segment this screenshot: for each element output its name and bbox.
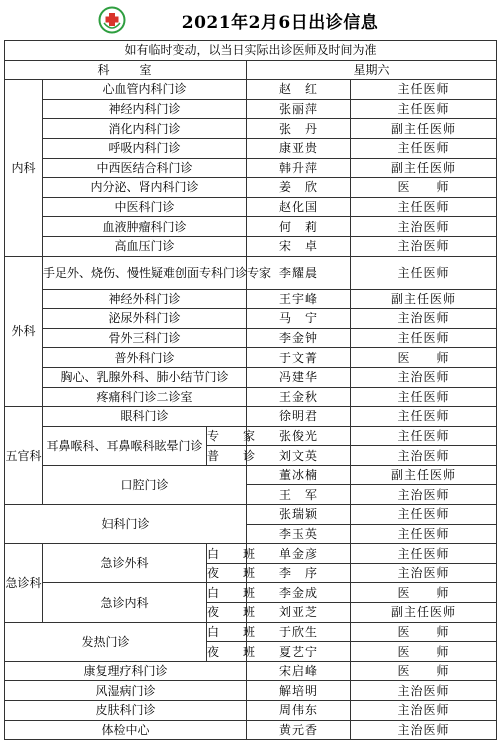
doctor-name: 何 莉 bbox=[247, 217, 351, 237]
clinic-name: 手足外、烧伤、慢性疑难创面专科门诊专家 bbox=[43, 256, 247, 289]
shift-label: 夜 班 bbox=[207, 563, 247, 583]
doctor-name: 张 丹 bbox=[247, 119, 351, 139]
doctor-title: 医 师 bbox=[351, 661, 497, 681]
doctor-name: 宋 卓 bbox=[247, 236, 351, 256]
clinic-name: 中西医结合科门诊 bbox=[43, 158, 247, 178]
clinic-name: 呼吸内科门诊 bbox=[43, 138, 247, 158]
table-row bbox=[5, 681, 497, 701]
doctor-name: 刘亚芝 bbox=[247, 603, 351, 623]
shift-label: 夜 班 bbox=[207, 642, 247, 662]
doctor-name: 周伟东 bbox=[247, 701, 351, 721]
doctor-title: 医 师 bbox=[351, 348, 497, 368]
doctor-title: 医 师 bbox=[351, 583, 497, 603]
doctor-title: 主治医师 bbox=[351, 367, 497, 387]
doctor-title: 主任医师 bbox=[351, 524, 497, 544]
clinic-name: 眼科门诊 bbox=[43, 407, 247, 427]
clinic-name: 风湿病门诊 bbox=[5, 681, 247, 701]
table-row bbox=[5, 236, 497, 256]
table-row bbox=[5, 387, 497, 407]
shift-label: 白 班 bbox=[207, 583, 247, 603]
page-title: 2021年2月6日出诊信息 bbox=[181, 13, 379, 33]
table-row bbox=[5, 138, 497, 158]
doctor-title: 主治医师 bbox=[351, 563, 497, 583]
clinic-name: 胸心、乳腺外科、肺小结节门诊 bbox=[43, 367, 247, 387]
table-row bbox=[5, 80, 497, 100]
doctor-title: 主任医师 bbox=[351, 426, 497, 446]
doctor-title: 主任医师 bbox=[351, 256, 497, 289]
doctor-name: 李金钟 bbox=[247, 328, 351, 348]
doctor-name: 徐明君 bbox=[247, 407, 351, 427]
visit-type: 普 诊 bbox=[207, 446, 247, 466]
table-row bbox=[5, 158, 497, 178]
column-header-day: 星期六 bbox=[247, 60, 497, 80]
notice-text: 如有临时变动，以当日实际出诊医师及时间为准 bbox=[5, 41, 497, 61]
doctor-title: 医 师 bbox=[351, 642, 497, 662]
clinic-name: 妇科门诊 bbox=[5, 505, 247, 544]
doctor-title: 主任医师 bbox=[351, 99, 497, 119]
hospital-logo-icon bbox=[98, 6, 126, 34]
doctor-name: 马 宁 bbox=[247, 309, 351, 329]
doctor-name: 康亚贵 bbox=[247, 138, 351, 158]
doctor-title: 主治医师 bbox=[351, 217, 497, 237]
doctor-name: 李金成 bbox=[247, 583, 351, 603]
table-row bbox=[5, 256, 497, 289]
doctor-title: 主治医师 bbox=[351, 681, 497, 701]
doctor-title: 主任医师 bbox=[351, 197, 497, 217]
shift-label: 白 班 bbox=[207, 622, 247, 642]
table-row bbox=[5, 119, 497, 139]
group-label-internal: 内科 bbox=[5, 80, 43, 256]
doctor-name: 夏艺宁 bbox=[247, 642, 351, 662]
doctor-title: 副主任医师 bbox=[351, 603, 497, 623]
doctor-name: 韩升萍 bbox=[247, 158, 351, 178]
doctor-name: 张瑞颖 bbox=[247, 505, 351, 525]
shift-label: 夜 班 bbox=[207, 603, 247, 623]
schedule-table bbox=[4, 40, 497, 740]
column-header-department: 科 室 bbox=[5, 60, 247, 80]
doctor-name: 王 军 bbox=[247, 485, 351, 505]
group-label-emergency: 急诊科 bbox=[5, 544, 43, 622]
clinic-name: 体检中心 bbox=[5, 720, 247, 740]
doctor-title: 主治医师 bbox=[351, 446, 497, 466]
table-row bbox=[5, 661, 497, 681]
doctor-name: 单金彦 bbox=[247, 544, 351, 564]
table-row bbox=[5, 720, 497, 740]
doctor-title: 主治医师 bbox=[351, 720, 497, 740]
clinic-name: 普外科门诊 bbox=[43, 348, 247, 368]
group-label-fever: 发热门诊 bbox=[5, 622, 207, 661]
clinic-name: 急诊外科 bbox=[43, 544, 207, 583]
clinic-name: 中医科门诊 bbox=[43, 197, 247, 217]
shift-label: 白 班 bbox=[207, 544, 247, 564]
doctor-title: 主任医师 bbox=[351, 328, 497, 348]
table-row bbox=[5, 701, 497, 721]
table-row bbox=[5, 197, 497, 217]
doctor-title: 主任医师 bbox=[351, 138, 497, 158]
table-row bbox=[5, 465, 497, 485]
page-header bbox=[0, 0, 500, 40]
clinic-name: 急诊内科 bbox=[43, 583, 207, 622]
clinic-name: 康复理疗科门诊 bbox=[5, 661, 247, 681]
doctor-name: 赵 红 bbox=[247, 80, 351, 100]
table-row bbox=[5, 426, 497, 446]
doctor-name: 王金秋 bbox=[247, 387, 351, 407]
doctor-title: 主任医师 bbox=[351, 80, 497, 100]
doctor-name: 解培明 bbox=[247, 681, 351, 701]
clinic-name: 泌尿外科门诊 bbox=[43, 309, 247, 329]
notice-row bbox=[5, 41, 497, 61]
group-label-surgery: 外科 bbox=[5, 256, 43, 407]
table-row bbox=[5, 178, 497, 198]
doctor-title: 副主任医师 bbox=[351, 289, 497, 309]
table-row bbox=[5, 348, 497, 368]
clinic-name: 内分泌、肾内科门诊 bbox=[43, 178, 247, 198]
doctor-name: 王宇峰 bbox=[247, 289, 351, 309]
table-row bbox=[5, 505, 497, 525]
table-row bbox=[5, 407, 497, 427]
doctor-name: 于文菁 bbox=[247, 348, 351, 368]
clinic-name: 口腔门诊 bbox=[43, 465, 247, 504]
doctor-name: 姜 欣 bbox=[247, 178, 351, 198]
clinic-name: 神经内科门诊 bbox=[43, 99, 247, 119]
doctor-name: 冯建华 bbox=[247, 367, 351, 387]
clinic-name: 疼痛科门诊二诊室 bbox=[43, 387, 247, 407]
table-row bbox=[5, 367, 497, 387]
doctor-title: 主治医师 bbox=[351, 485, 497, 505]
doctor-title: 医 师 bbox=[351, 178, 497, 198]
doctor-name: 张俊光 bbox=[247, 426, 351, 446]
doctor-name: 李 序 bbox=[247, 563, 351, 583]
doctor-name: 李玉英 bbox=[247, 524, 351, 544]
table-row bbox=[5, 544, 497, 564]
doctor-name: 赵化国 bbox=[247, 197, 351, 217]
doctor-title: 主任医师 bbox=[351, 544, 497, 564]
doctor-title: 主治医师 bbox=[351, 309, 497, 329]
column-header-row bbox=[5, 60, 497, 80]
table-row bbox=[5, 309, 497, 329]
doctor-title: 主任医师 bbox=[351, 505, 497, 525]
clinic-name: 消化内科门诊 bbox=[43, 119, 247, 139]
group-label-ent: 五官科 bbox=[5, 407, 43, 505]
table-row bbox=[5, 622, 497, 642]
clinic-name: 血液肿瘤科门诊 bbox=[43, 217, 247, 237]
doctor-name: 于欣生 bbox=[247, 622, 351, 642]
doctor-name: 张丽萍 bbox=[247, 99, 351, 119]
table-row bbox=[5, 289, 497, 309]
table-row bbox=[5, 583, 497, 603]
doctor-title: 主治医师 bbox=[351, 236, 497, 256]
doctor-title: 主任医师 bbox=[351, 387, 497, 407]
table-row bbox=[5, 99, 497, 119]
clinic-name: 神经外科门诊 bbox=[43, 289, 247, 309]
doctor-name: 宋启峰 bbox=[247, 661, 351, 681]
doctor-title: 副主任医师 bbox=[351, 465, 497, 485]
doctor-name: 刘文英 bbox=[247, 446, 351, 466]
doctor-title: 副主任医师 bbox=[351, 119, 497, 139]
doctor-title: 医 师 bbox=[351, 622, 497, 642]
clinic-name: 骨外三科门诊 bbox=[43, 328, 247, 348]
doctor-name: 黄元香 bbox=[247, 720, 351, 740]
doctor-name: 李耀晨 bbox=[247, 256, 351, 289]
doctor-name: 董冰楠 bbox=[247, 465, 351, 485]
doctor-title: 主治医师 bbox=[351, 701, 497, 721]
clinic-name: 耳鼻喉科、耳鼻喉科眩晕门诊 bbox=[43, 426, 207, 465]
visit-type: 专 家 bbox=[207, 426, 247, 446]
doctor-title: 主任医师 bbox=[351, 407, 497, 427]
table-row bbox=[5, 217, 497, 237]
table-row bbox=[5, 328, 497, 348]
clinic-name: 皮肤科门诊 bbox=[5, 701, 247, 721]
clinic-name: 高血压门诊 bbox=[43, 236, 247, 256]
doctor-title: 副主任医师 bbox=[351, 158, 497, 178]
clinic-name: 心血管内科门诊 bbox=[43, 80, 247, 100]
